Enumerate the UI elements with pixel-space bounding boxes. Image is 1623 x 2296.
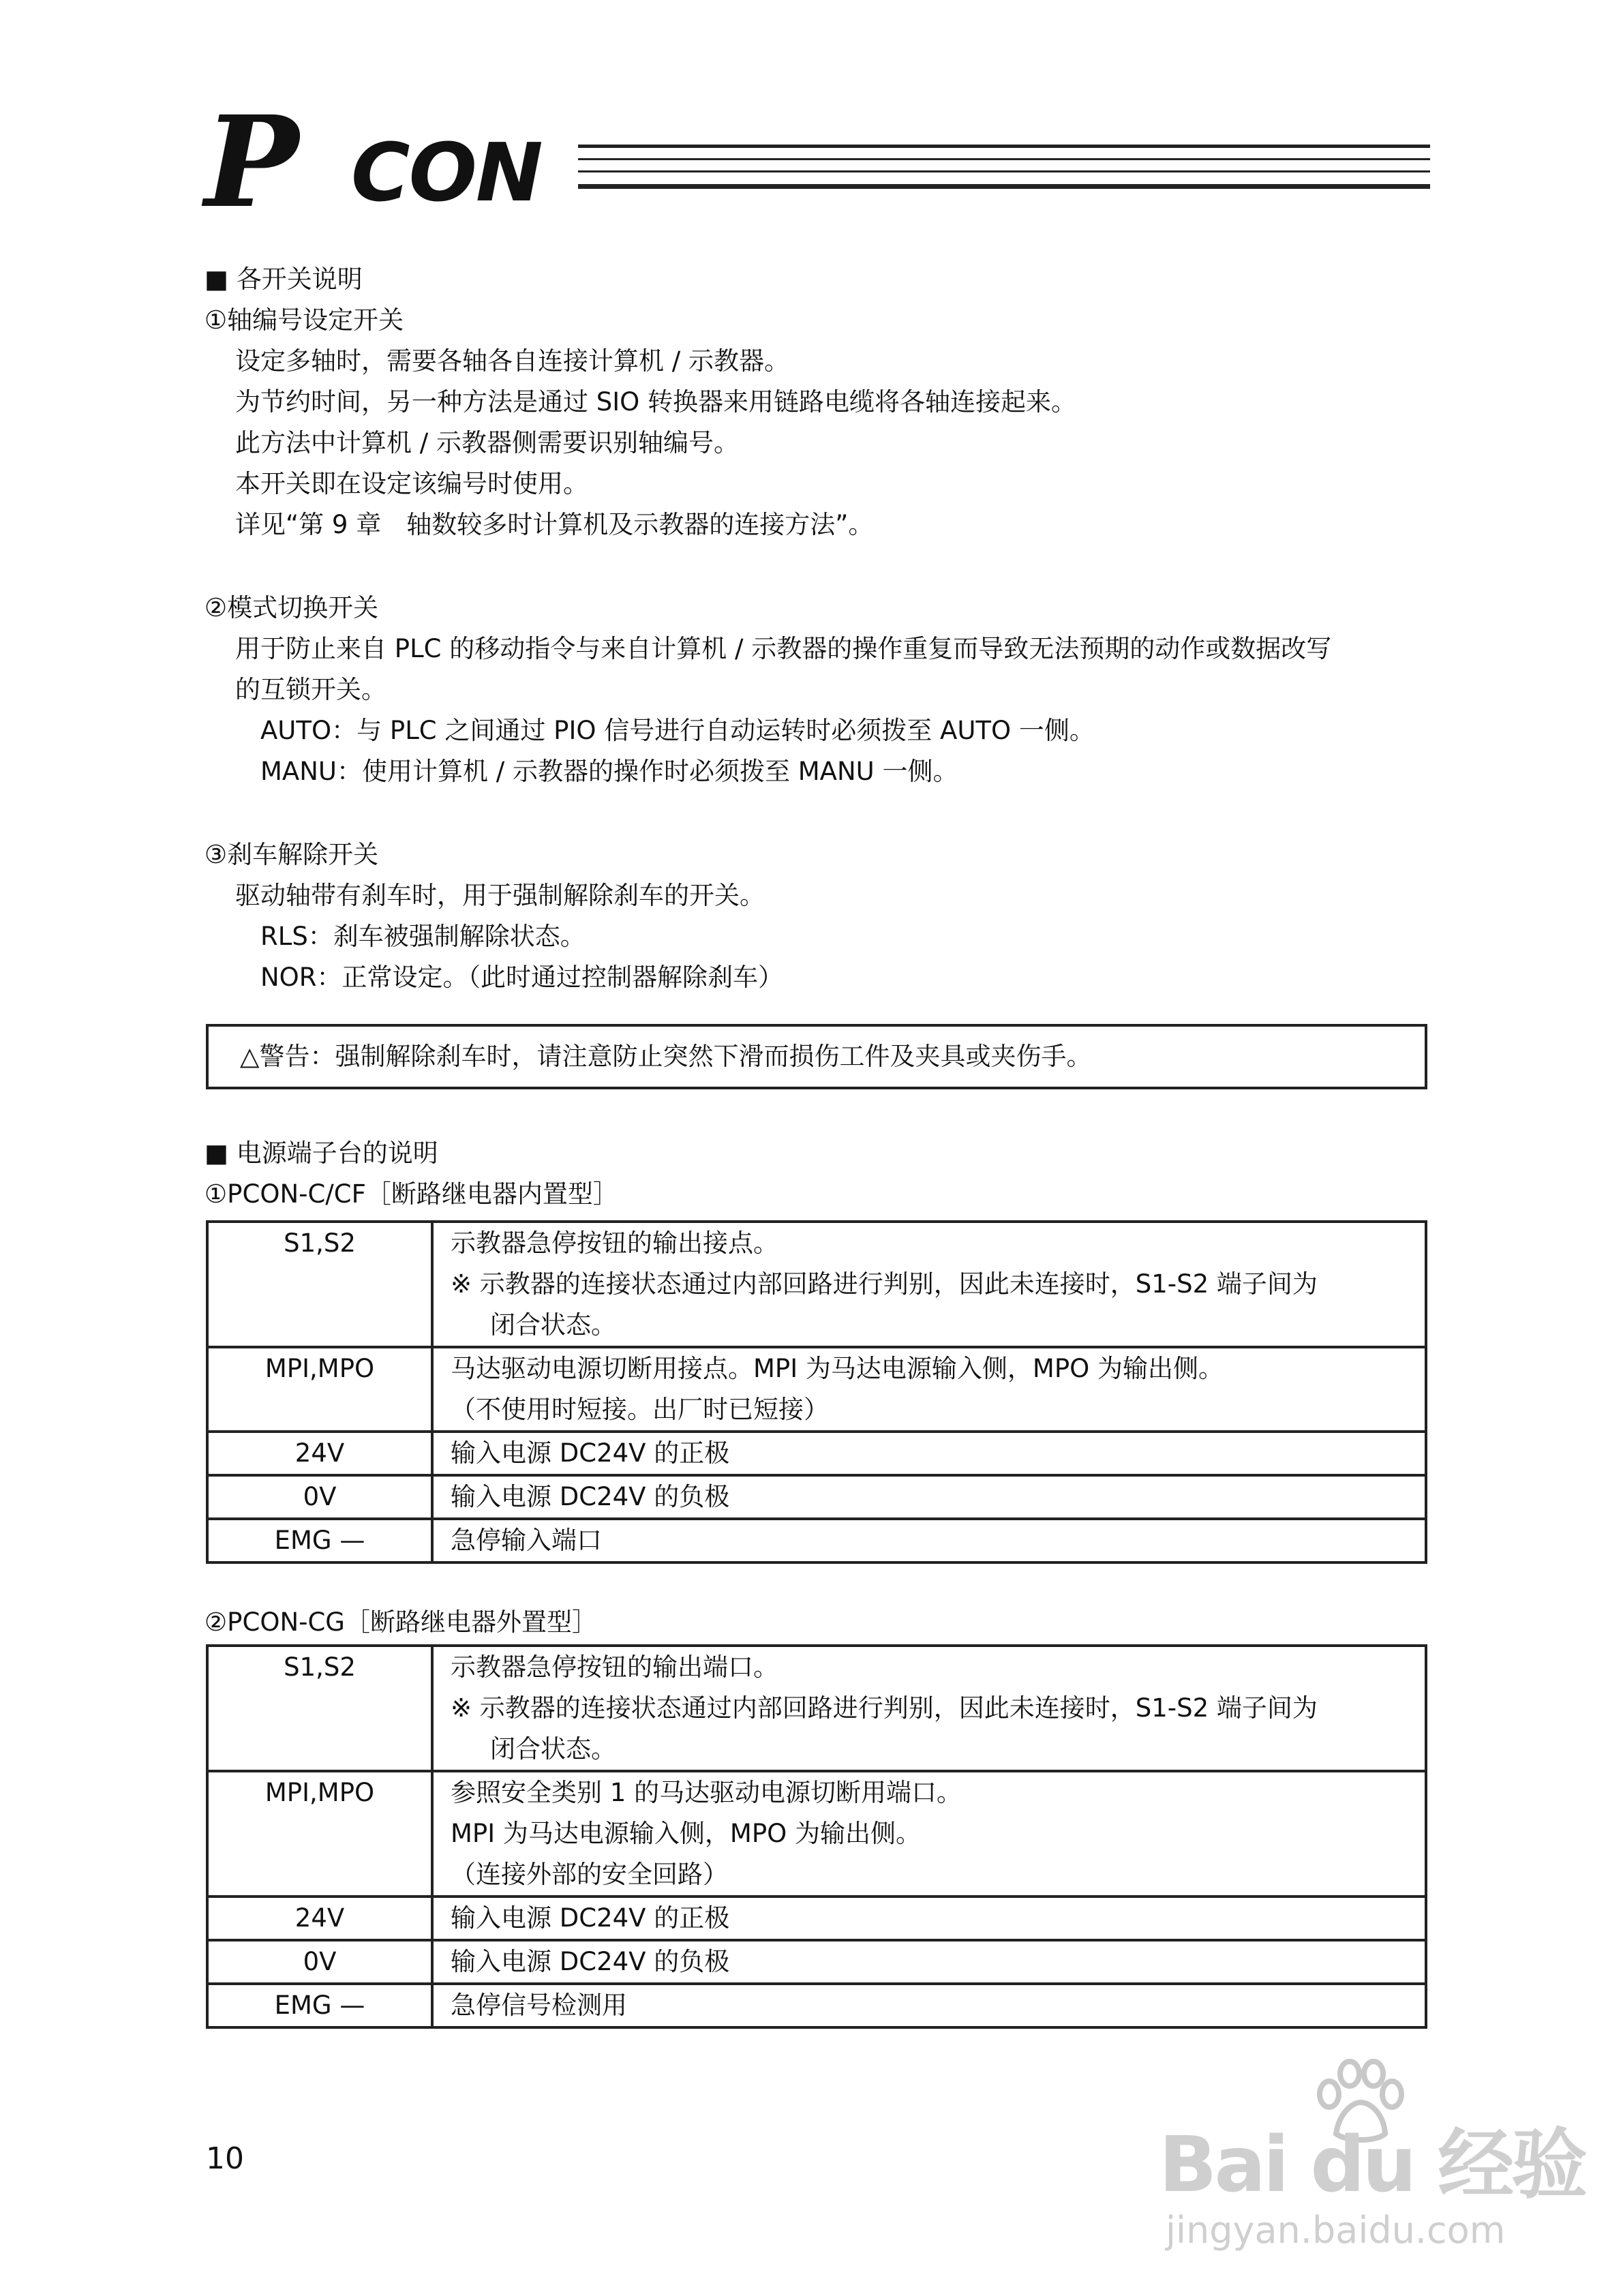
section-title: ■ 各开关说明 bbox=[204, 265, 363, 294]
mode-switch-line: 用于防止来自 PLC 的移动指令与来自计算机 / 示教器的操作重复而导致无法预期的动作或数据改写 bbox=[235, 634, 1332, 663]
watermark-brand: Bai du 经验 bbox=[1159, 2121, 1586, 2209]
table-row bbox=[207, 1475, 1426, 1519]
desc-line: 输入电源 DC24V 的负极 bbox=[451, 1947, 730, 1976]
brake-option-nor: NOR：正常设定。（此时通过控制器解除刹车） bbox=[260, 963, 784, 992]
desc-line: （连接外部的安全回路） bbox=[451, 1860, 728, 1889]
desc-line: 输入电源 DC24V 的正极 bbox=[451, 1438, 730, 1468]
table-row bbox=[207, 1432, 1426, 1475]
desc-line: 示教器急停按钮的输出端口。 bbox=[451, 1652, 778, 1682]
terminal-desc bbox=[432, 1646, 1426, 1771]
terminal-key-text: S1,S2 bbox=[284, 1652, 356, 1682]
brake-switch-heading: ③刹车解除开关 bbox=[204, 840, 379, 869]
terminal-key bbox=[207, 1519, 432, 1562]
brake-option-rls: RLS：刹车被强制解除状态。 bbox=[260, 922, 586, 951]
table1-heading: ①PCON-C/CF［断路继电器内置型］ bbox=[204, 1179, 618, 1209]
desc-note: 闭合状态。 bbox=[490, 1734, 616, 1764]
table2-heading-block bbox=[204, 1602, 597, 1643]
brake-switch-line: 驱动轴带有刹车时，用于强制解除刹车的开关。 bbox=[235, 881, 765, 910]
table-row bbox=[207, 1771, 1426, 1897]
desc-line: 输入电源 DC24V 的负极 bbox=[451, 1482, 730, 1511]
desc-line: MPI 为马达电源输入侧，MPO 为输出侧。 bbox=[451, 1819, 922, 1848]
power-section bbox=[204, 1133, 618, 1215]
axis-switch-line: 此方法中计算机 / 示教器侧需要识别轴编号。 bbox=[235, 428, 739, 457]
mode-switch-section bbox=[204, 588, 1331, 792]
terminal-table-cf bbox=[206, 1220, 1427, 1564]
table-row bbox=[207, 1897, 1426, 1940]
table-row bbox=[207, 1347, 1426, 1432]
terminal-key bbox=[207, 1646, 432, 1771]
desc-line: 急停输入端口 bbox=[451, 1526, 602, 1555]
axis-switch-line: 设定多轴时，需要各轴各自连接计算机 / 示教器。 bbox=[235, 346, 789, 376]
logo-letters-con: CON bbox=[351, 125, 542, 220]
desc-line: 输入电源 DC24V 的正极 bbox=[451, 1903, 730, 1933]
desc-line: 马达驱动电源切断用接点。MPI 为马达电源输入侧，MPO 为输出侧。 bbox=[451, 1354, 1224, 1383]
table-row bbox=[207, 1940, 1426, 1984]
terminal-desc bbox=[432, 1222, 1426, 1347]
axis-switch-heading: ①轴编号设定开关 bbox=[204, 305, 404, 335]
mode-option-manu: MANU：使用计算机 / 示教器的操作时必须拨至 MANU 一侧。 bbox=[260, 757, 958, 786]
terminal-desc bbox=[432, 1984, 1426, 2027]
mode-switch-line: 的互锁开关。 bbox=[235, 675, 386, 704]
terminal-key-text: EMG — bbox=[274, 1991, 365, 2020]
header-rules bbox=[578, 145, 1430, 196]
desc-note: 闭合状态。 bbox=[490, 1310, 616, 1340]
terminal-key bbox=[207, 1940, 432, 1984]
warning-box bbox=[206, 1024, 1427, 1089]
terminal-desc bbox=[432, 1432, 1426, 1475]
terminal-key bbox=[207, 1897, 432, 1940]
desc-line: （不使用时短接。出厂时已短接） bbox=[451, 1395, 829, 1424]
table-row bbox=[207, 1222, 1426, 1347]
terminal-key-text: 0V bbox=[303, 1482, 337, 1511]
logo-letter-p: P bbox=[204, 89, 299, 236]
header-rule-line bbox=[578, 184, 1430, 189]
terminal-table-cg bbox=[206, 1644, 1427, 2029]
terminal-desc bbox=[432, 1771, 1426, 1897]
desc-note: ※ 示教器的连接状态通过内部回路进行判别，因此未连接时，S1-S2 端子间为 bbox=[451, 1269, 1318, 1299]
header-rule-line bbox=[578, 158, 1430, 160]
terminal-key bbox=[207, 1984, 432, 2027]
table-row bbox=[207, 1519, 1426, 1562]
terminal-key-text: MPI,MPO bbox=[264, 1778, 375, 1807]
table2-heading: ②PCON-CG［断路继电器外置型］ bbox=[204, 1607, 597, 1637]
terminal-key-text: S1,S2 bbox=[284, 1228, 356, 1258]
terminal-key bbox=[207, 1771, 432, 1897]
header-rule-line bbox=[578, 145, 1430, 148]
terminal-key-text: 24V bbox=[294, 1438, 345, 1468]
header-rule-line bbox=[578, 170, 1430, 172]
terminal-key-text: 0V bbox=[303, 1947, 337, 1976]
axis-switch-line: 详见“第 9 章 轴数较多时计算机及示教器的连接方法”。 bbox=[235, 510, 874, 539]
desc-line: 参照安全类别 1 的马达驱动电源切断用端口。 bbox=[451, 1778, 962, 1807]
terminal-key-text: EMG — bbox=[274, 1526, 365, 1555]
desc-note: ※ 示教器的连接状态通过内部回路进行判别，因此未连接时，S1-S2 端子间为 bbox=[451, 1693, 1318, 1723]
desc-line: 急停信号检测用 bbox=[451, 1991, 627, 2020]
terminal-key-text: MPI,MPO bbox=[264, 1354, 375, 1383]
page-number: 10 bbox=[206, 2141, 244, 2176]
terminal-key bbox=[207, 1475, 432, 1519]
terminal-key-text: 24V bbox=[294, 1903, 345, 1933]
brake-switch-section bbox=[204, 834, 783, 998]
terminal-key bbox=[207, 1222, 432, 1347]
terminal-desc bbox=[432, 1347, 1426, 1432]
terminal-desc bbox=[432, 1897, 1426, 1940]
terminal-desc bbox=[432, 1475, 1426, 1519]
watermark-url: jingyan.baidu.com bbox=[1166, 2209, 1506, 2252]
terminal-desc bbox=[432, 1940, 1426, 1984]
table-row bbox=[207, 1646, 1426, 1771]
baidu-watermark bbox=[1159, 2059, 1586, 2263]
terminal-key bbox=[207, 1432, 432, 1475]
table-row bbox=[207, 1984, 1426, 2027]
mode-switch-heading: ②模式切换开关 bbox=[204, 593, 379, 622]
desc-line: 示教器急停按钮的输出接点。 bbox=[451, 1228, 778, 1258]
mode-option-auto: AUTO：与 PLC 之间通过 PIO 信号进行自动运转时必须拨至 AUTO 一侧。 bbox=[260, 716, 1095, 745]
warning-text: △警告：强制解除刹车时，请注意防止突然下滑而损伤工件及夹具或夹伤手。 bbox=[240, 1042, 1092, 1071]
terminal-key bbox=[207, 1347, 432, 1432]
axis-switch-line: 为节约时间，另一种方法是通过 SIO 转换器来用链路电缆将各轴连接起来。 bbox=[235, 387, 1077, 417]
switch-section bbox=[204, 259, 1076, 545]
terminal-desc bbox=[432, 1519, 1426, 1562]
axis-switch-line: 本开关即在设定该编号时使用。 bbox=[235, 469, 588, 498]
section-title: ■ 电源端子台的说明 bbox=[204, 1138, 438, 1168]
